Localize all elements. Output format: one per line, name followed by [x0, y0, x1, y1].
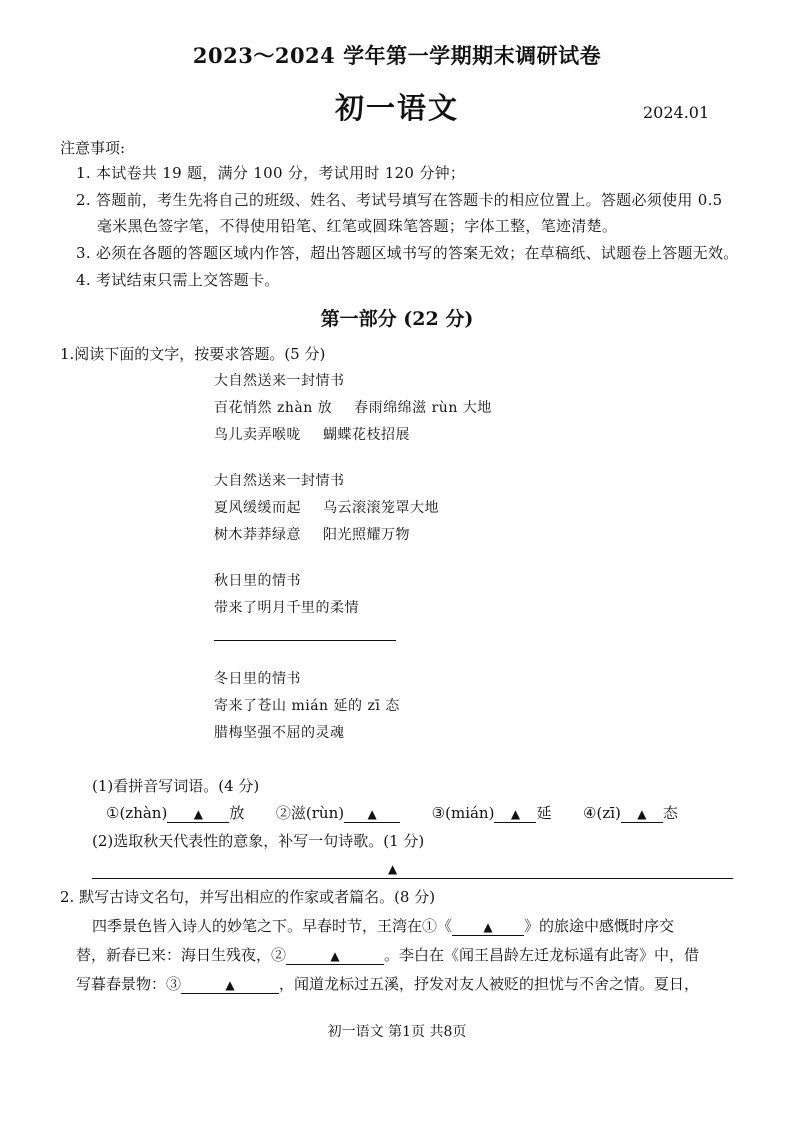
- poem-s1-line1: [214, 397, 492, 417]
- notice-item-2-cont: 毫米黑色签字笔，不得使用铅笔、红笔或圆珠笔答题；字体工整，笔迹清楚。: [97, 217, 618, 235]
- q1-sub2-prompt: (2)选取秋天代表性的意象，补写一句诗歌。(1 分): [92, 832, 425, 850]
- poem-s3-line2: 带来了明月千里的柔情: [214, 600, 359, 616]
- exam-title: 2023～2024 学年第一学期期末调研试卷: [192, 43, 602, 68]
- q1-sub2-answer-line[interactable]: [92, 878, 733, 879]
- poem-s1-line1b: 春雨绵绵滋 rùn 大地: [354, 400, 492, 416]
- q2-line2b: 。李白在《闻王昌龄左迁龙标遥有此寄》中，借: [384, 946, 700, 964]
- q2-line3a: 写暮春景物：③: [76, 975, 182, 993]
- answer-marker-icon: ▲: [330, 949, 340, 963]
- answer-marker-icon: ▲: [367, 807, 377, 821]
- poem-s2-line2: [214, 524, 410, 544]
- item3-answer-blank[interactable]: [494, 804, 536, 823]
- q2-line2: [76, 944, 699, 965]
- notice-item-4: 4. 考试结束只需上交答题卡。: [76, 271, 280, 289]
- q2-blank-1[interactable]: [452, 917, 524, 936]
- poem-s2-line1: [214, 497, 439, 517]
- poem-fill-blank[interactable]: [214, 640, 396, 641]
- item2-label: ②滋(rùn): [275, 804, 345, 822]
- page-footer: 初一语文 第1页 共8页: [327, 1024, 467, 1040]
- item3-after: 延: [536, 804, 552, 822]
- poem-s2-line1a: 夏风缓缓而起: [214, 500, 301, 516]
- item1-label: ①(zhàn): [106, 804, 168, 822]
- exam-date: 2024.01: [643, 103, 710, 122]
- item3-label: ③(mián): [431, 804, 495, 822]
- poem-s2-line2a: 树木莽莽绿意: [214, 527, 301, 543]
- subject-title: 初一语文: [334, 91, 459, 125]
- notice-item-1: 1. 本试卷共 19 题，满分 100 分，考试用时 120 分钟；: [76, 164, 466, 182]
- answer-marker-icon: ▲: [637, 807, 647, 821]
- q2-blank-3[interactable]: [181, 975, 279, 994]
- q2-blank-2[interactable]: [286, 946, 384, 965]
- q2-line3: [76, 973, 699, 994]
- poem-s1-line2: [214, 424, 410, 444]
- q2-line1: [92, 915, 674, 936]
- poem-s2-line1b: 乌云滚滚笼罩大地: [323, 500, 439, 516]
- poem-s1-line2a: 鸟儿卖弄喉咙: [214, 427, 301, 443]
- item2-answer-blank[interactable]: [344, 804, 400, 823]
- notice-item-2: 2. 答题前，考生先将自己的班级、姓名、考试号填写在答题卡的相应位置上。答题必须使用 0.5: [76, 191, 723, 209]
- notice-title: 注意事项:: [60, 139, 126, 157]
- item1-answer-blank[interactable]: [167, 804, 229, 823]
- q2-line3b: ，闻道龙标过五溪，抒发对友人被贬的担忧与不舍之情。夏日，: [279, 975, 700, 993]
- poem-s3-line1: 秋日里的情书: [214, 573, 301, 589]
- poem-s1-line1a: 百花悄然 zhàn 放: [214, 400, 333, 416]
- q2-line2a: 替，新春已来：海日生残夜，②: [76, 946, 287, 964]
- answer-marker-icon: ▲: [225, 978, 235, 992]
- poem-s4-line1: 冬日里的情书: [214, 671, 301, 687]
- answer-marker-icon: ▲: [193, 807, 203, 821]
- poem-s1-title: 大自然送来一封情书: [214, 373, 345, 389]
- poem-s1-line2b: 蝴蝶花枝招展: [323, 427, 410, 443]
- poem-s4-line2: 寄来了苍山 mián 延的 zī 态: [214, 698, 400, 714]
- item4-label: ④(zī): [583, 804, 621, 822]
- poem-s2-title: 大自然送来一封情书: [214, 473, 345, 489]
- item1-after: 放: [229, 804, 245, 822]
- q2-line1b: 》的旅途中感慨时序交: [524, 917, 675, 935]
- q1-prompt: 1.阅读下面的文字，按要求答题。(5 分): [60, 345, 326, 363]
- answer-marker-icon: ▲: [483, 920, 493, 934]
- q2-line1a: 四季景色皆入诗人的妙笔之下。早春时节，王湾在①《: [92, 917, 453, 935]
- poem-s2-line2b: 阳光照耀万物: [323, 527, 410, 543]
- q1-sub1-items: [106, 802, 678, 823]
- notice-item-3: 3. 必须在各题的答题区域内作答，超出答题区域书写的答案无效；在草稿纸、试题卷上答题无效。: [76, 244, 739, 262]
- answer-marker-icon: ▲: [510, 807, 521, 821]
- q2-prompt: 2. 默写古诗文名句，并写出相应的作家或者篇名。(8 分): [60, 888, 436, 906]
- section-title: 第一部分 (22 分): [320, 308, 474, 330]
- q1-sub1-prompt: (1)看拼音写词语。(4 分): [92, 777, 260, 795]
- poem-s4-line3: 腊梅坚强不屈的灵魂: [214, 725, 345, 741]
- item4-after: 态: [662, 804, 678, 822]
- item4-answer-blank[interactable]: [621, 804, 663, 823]
- answer-marker-icon: ▲: [388, 862, 398, 876]
